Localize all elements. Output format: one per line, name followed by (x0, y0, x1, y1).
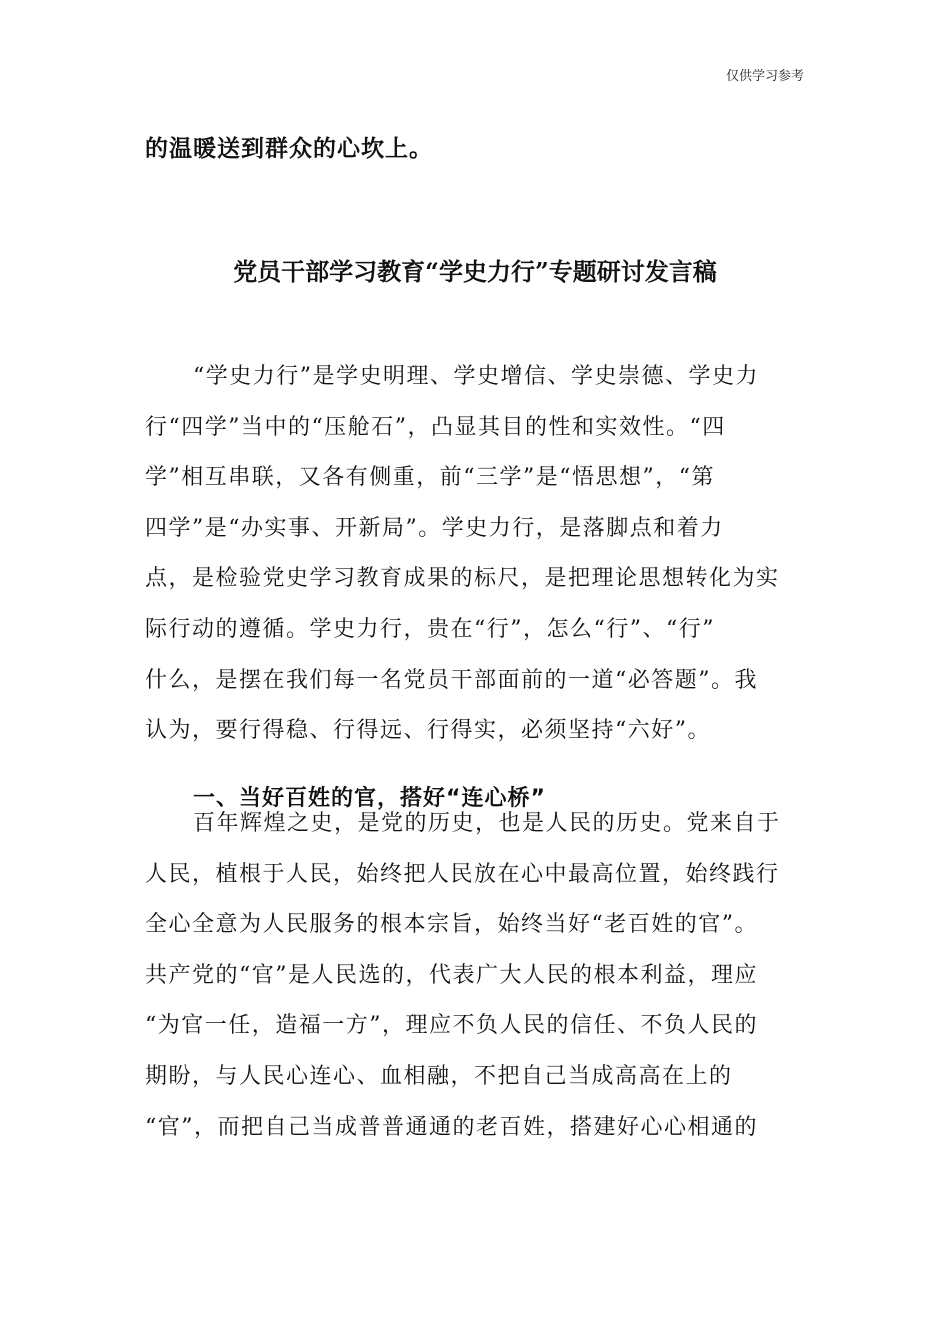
document-title: 党员干部学习教育“学史力行”专题研讨发言稿 (233, 257, 717, 286)
intro-line: 什么，是摆在我们每一名党员干部面前的一道“必答题”。我 (145, 667, 758, 693)
intro-paragraph (145, 352, 805, 757)
intro-line: 学”相互串联，又各有侧重，前“三学”是“悟思想”，“第 (145, 465, 715, 491)
intro-line: 点，是检验党史学习教育成果的标尺，是把理论思想转化为实 (145, 566, 780, 592)
header-note: 仅供学习参考 (725, 69, 804, 84)
section1-line: 期盼，与人民心连心、血相融，不把自己当成高高在上的 (145, 1063, 733, 1089)
section1-line: “为官一任，造福一方”，理应不负人民的信任、不负人民的 (145, 1013, 758, 1039)
intro-line: 四学”是“办实事、开新局”。学史力行，是落脚点和着力 (145, 515, 724, 541)
section1-line: 共产党的“官”是人民选的，代表广大人民的根本利益，理应 (145, 962, 758, 988)
continuation-line: 的温暖送到群众的心坎上。 (145, 136, 433, 162)
section1-paragraph (145, 799, 805, 1153)
section1-line: “官”，而把自己当成普普通通的老百姓，搭建好心心相通的 (145, 1114, 758, 1140)
intro-line: 际行动的遵循。学史力行，贵在“行”，怎么“行”、“行” (145, 616, 715, 642)
intro-line: “学史力行”是学史明理、学史增信、学史崇德、学史力 (193, 364, 759, 389)
section1-line: 全心全意为人民服务的根本宗旨，始终当好“老百姓的官”。 (145, 912, 758, 938)
section1-line: 百年辉煌之史，是党的历史，也是人民的历史。党来自于 (193, 811, 781, 836)
intro-line: 认为，要行得稳、行得远、行得实，必须坚持“六好”。 (145, 718, 711, 744)
section-heading: 一、当好百姓的官，搭好“连心桥” (193, 786, 546, 811)
intro-line: 行“四学”当中的“压舱石”，凸显其目的性和实效性。“四 (145, 414, 726, 440)
section1-line: 人民，植根于人民，始终把人民放在心中最高位置，始终践行 (145, 861, 780, 887)
